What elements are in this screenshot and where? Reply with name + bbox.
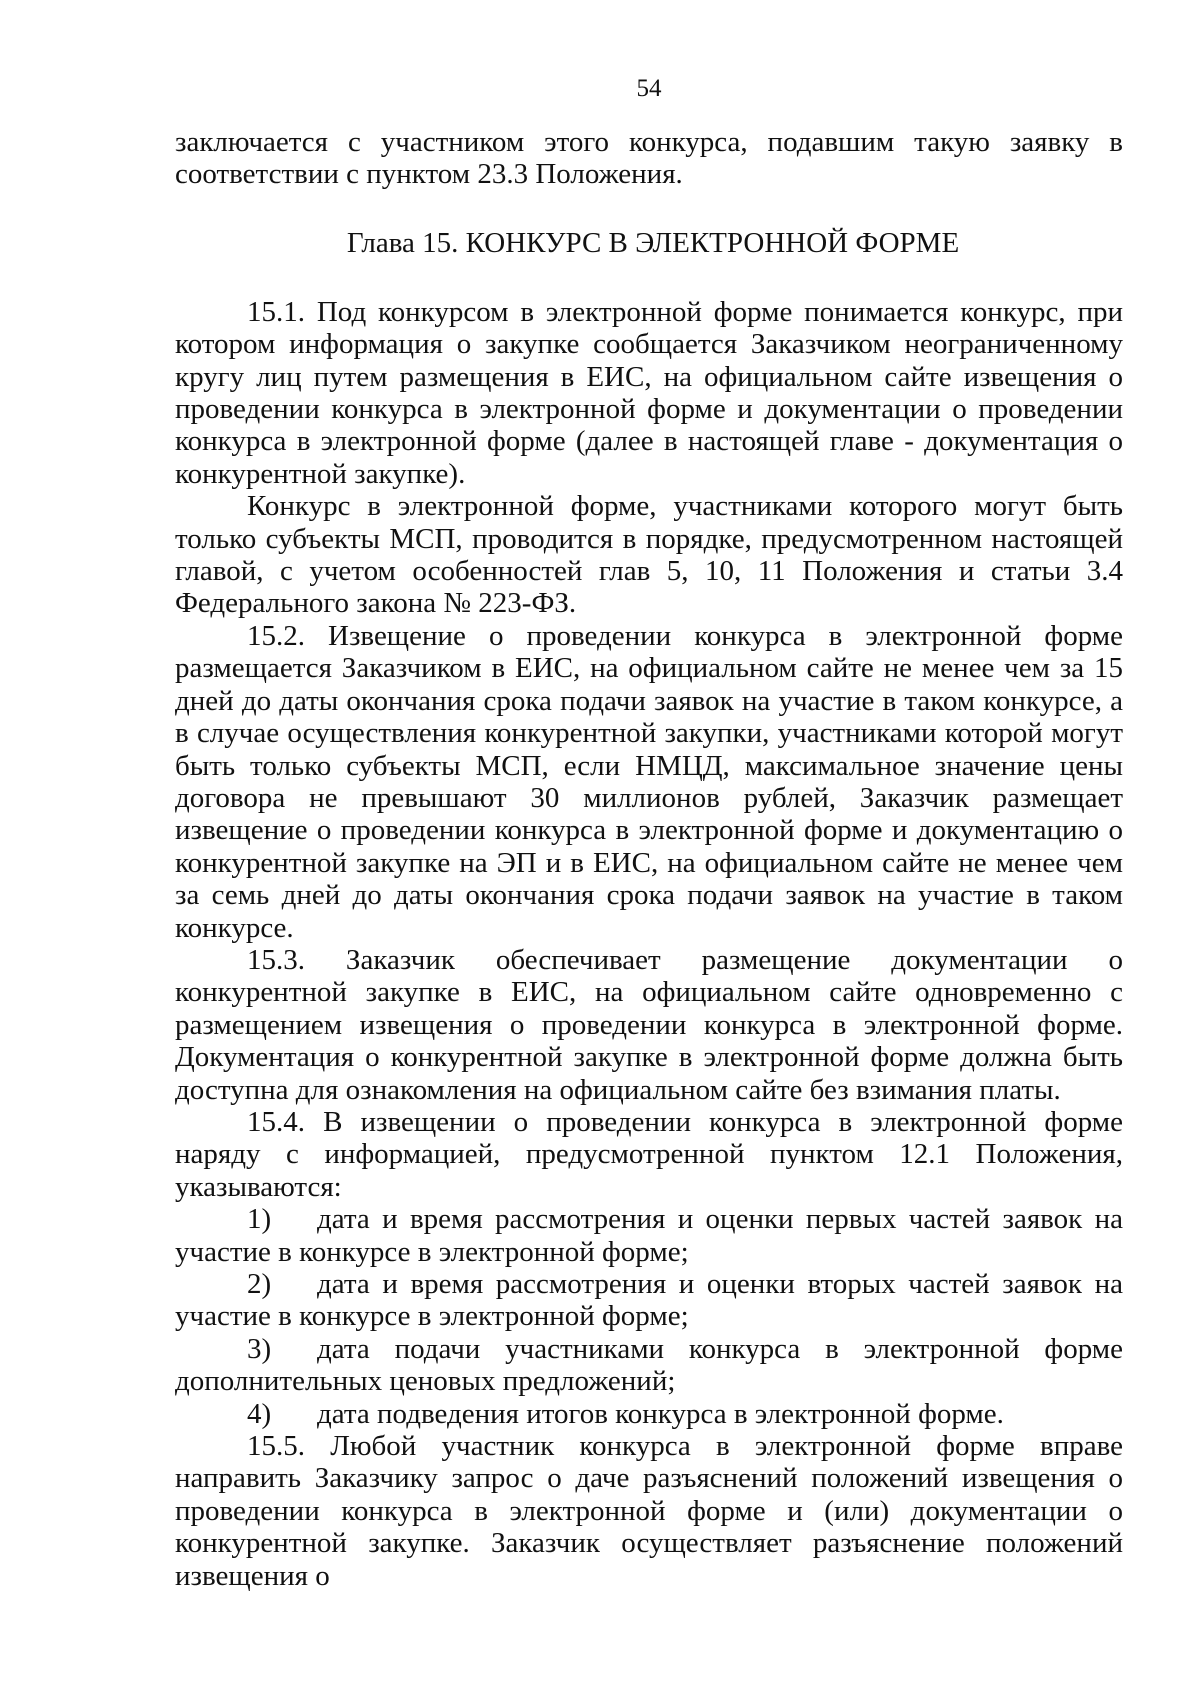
- paragraph-15-3: 15.3. Заказчик обеспечивает размещение документации о конкурентной закупке в ЕИС, на официальном сайте одновременно с размещением извещения о проведении конкурса в электронной форме. Документация о конкурентной закупке в электронной форме должна быть доступна для ознакомления на официальном сайте без взимания платы.: [175, 943, 1123, 1106]
- paragraph-15-1: 15.1. Под конкурсом в электронной форме понимается конкурс, при котором информация о закупке сообщается Заказчиком неограниченному кругу лиц путем размещения в ЕИС, на официальном сайте извещения о проведении конкурса в электронной форме и документации о проведении конкурса в электронной форме (далее в настоящей главе - документация о конкурентной закупке).: [175, 295, 1123, 490]
- paragraph-smp-note: Конкурс в электронной форме, участниками которого могут быть только субъекты МСП, проводится в порядке, предусмотренном настоящей главой, с учетом особенностей глав 5, 10, 11 Положения и статьи 3.4 Федерального закона № 223-ФЗ.: [175, 490, 1123, 620]
- list-item-text: дата подведения итогов конкурса в электронной форме.: [317, 1397, 1004, 1430]
- list-item-text: дата и время рассмотрения и оценки вторых частей заявок на участие в конкурсе в электронной форме;: [175, 1268, 1123, 1333]
- intro-paragraph: заключается с участником этого конкурса, подавшим такую заявку в соответствии с пунктом 23.3 Положения.: [175, 126, 1123, 191]
- list-item: [175, 1203, 1123, 1268]
- list-item: [175, 1398, 1123, 1430]
- document-page: [175, 72, 1123, 1592]
- list-item: [175, 1333, 1123, 1398]
- chapter-heading: Глава 15. КОНКУРС В ЭЛЕКТРОННОЙ ФОРМЕ: [346, 226, 960, 259]
- paragraph-15-4: 15.4. В извещении о проведении конкурса в электронной форме наряду с информацией, предусмотренной пунктом 12.1 Положения, указываются:: [175, 1105, 1123, 1203]
- paragraph-15-5: 15.5. Любой участник конкурса в электронной форме вправе направить Заказчику запрос о даче разъяснений положений извещения о проведении конкурса в электронной форме и (или) документации о конкурентной закупке. Заказчик осуществляет разъяснение положений извещения о: [175, 1430, 1123, 1592]
- list-item-text: дата и время рассмотрения и оценки первых частей заявок на участие в конкурсе в электронной форме;: [175, 1203, 1123, 1268]
- list-item-text: дата подачи участниками конкурса в электронной форме дополнительных ценовых предложений;: [175, 1332, 1123, 1398]
- paragraph-15-2: 15.2. Извещение о проведении конкурса в электронной форме размещается Заказчиком в ЕИС, на официальном сайте не менее чем за 15 дней до даты окончания срока подачи заявок на участие в таком конкурсе, а в случае осуществления конкурентной закупки, участниками которой могут быть только субъекты МСП, если НМЦД, максимальное значение цены договора не превышают 30 миллионов рублей, Заказчик размещает извещение о проведении конкурса в электронной форме и документацию о конкурентной закупке на ЭП и в ЕИС, на официальном сайте не менее чем за семь дней до даты окончания срока подачи заявок на участие в таком конкурсе.: [175, 619, 1123, 944]
- list-item: [175, 1268, 1123, 1333]
- list-item-number: 1): [247, 1203, 272, 1236]
- page-number: 54: [636, 75, 662, 102]
- list-item-number: 3): [247, 1332, 272, 1365]
- list-item-number: 4): [247, 1397, 272, 1430]
- list-item-number: 2): [247, 1268, 272, 1300]
